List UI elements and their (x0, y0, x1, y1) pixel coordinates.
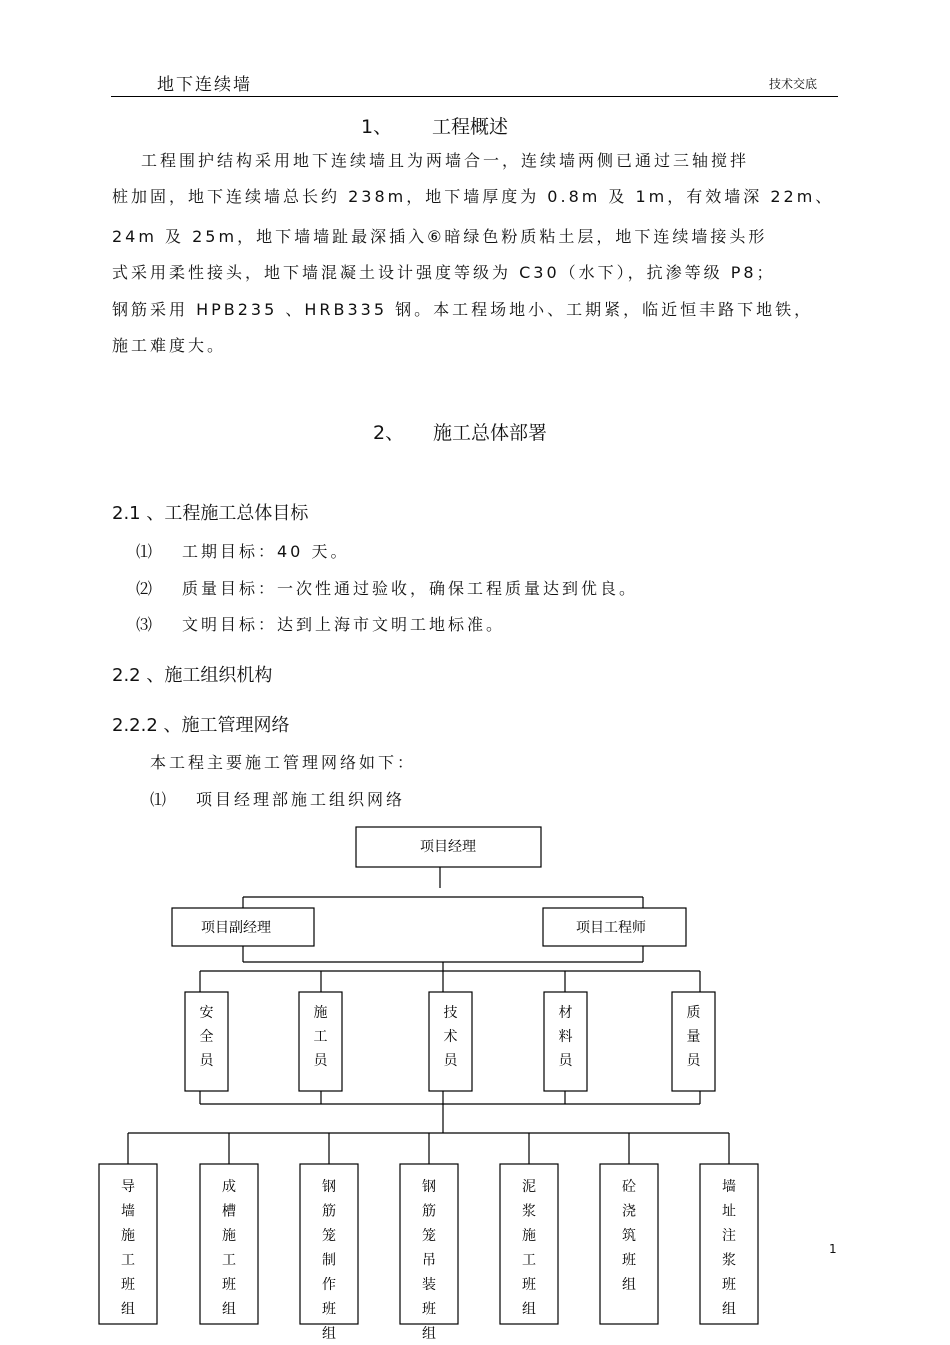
section1-line-3: 24m 及 25m，地下墙墙趾最深插入⑥暗绿色粉质粘土层，地下连续墙接头形 (112, 227, 768, 246)
org-team-6-label: 砼浇筑班组 (622, 1179, 636, 1293)
org-staff-group (185, 992, 715, 1091)
s21-title: 2.1 、工程施工总体目标 (112, 503, 309, 524)
s222-title: 2.2.2 、施工管理网络 (112, 715, 290, 736)
org-team-group (99, 1164, 758, 1342)
section1-title: 工程概述 (432, 116, 509, 138)
org-staff-2-label: 施工员 (313, 1005, 328, 1069)
org-deputy-1-label: 项目副经理 (201, 920, 271, 936)
s222-item-num: ⑴ (150, 790, 170, 809)
org-staff-1-label: 安全员 (199, 1005, 214, 1069)
org-team-5-label: 泥浆施工班组 (522, 1179, 536, 1318)
org-staff-3-label: 技术员 (443, 1005, 458, 1069)
s22-title: 2.2 、施工组织机构 (112, 665, 273, 686)
section1-line-1: 工程围护结构采用地下连续墙且为两墙合一，连续墙两侧已通过三轴搅拌 (141, 151, 750, 170)
s21-item-3-text: 文明目标：达到上海市文明工地标准。 (182, 615, 506, 634)
section2-number: 2、 (373, 422, 405, 444)
page-number: 1 (829, 1242, 837, 1256)
org-top-label: 项目经理 (420, 839, 476, 855)
s21-item-3-num: ⑶ (136, 615, 156, 634)
s21-item-2-text: 质量目标：一次性通过验收，确保工程质量达到优良。 (182, 579, 639, 598)
header-title: 地下连续墙 (157, 75, 252, 95)
section1-line-5: 钢筋采用 HPB235 、HRB335 钢。本工程场地小、工期紧，临近恒丰路下地铁， (112, 300, 814, 319)
section1-number: 1、 (361, 116, 393, 138)
org-team-3-label: 钢筋笼制作班组 (322, 1179, 336, 1342)
s21-item-2-num: ⑵ (136, 579, 156, 598)
org-team-4-label: 钢筋笼吊装班组 (422, 1179, 436, 1342)
header-doc-type: 技术交底 (769, 77, 818, 91)
s21-item-1-text: 工期目标：40 天。 (182, 542, 350, 561)
s21-item-1-num: ⑴ (136, 542, 156, 561)
org-team-2-label: 成槽施工班组 (222, 1179, 236, 1318)
s222-item-text: 项目经理部施工组织网络 (196, 790, 406, 809)
org-team-1-label: 导墙施工班组 (121, 1179, 135, 1318)
org-staff-4-label: 材料员 (558, 1005, 573, 1069)
section1-line-4: 式采用柔性接头，地下墙混凝土设计强度等级为 C30（水下），抗渗等级 P8； (112, 263, 776, 282)
section2-title: 施工总体部署 (433, 422, 548, 444)
section1-line-6: 施工难度大。 (112, 336, 227, 355)
org-staff-5-label: 质量员 (686, 1005, 701, 1069)
org-team-7-label: 墙址注浆班组 (722, 1179, 736, 1318)
section1-line-2: 桩加固，地下连续墙总长约 238m，地下墙厚度为 0.8m 及 1m，有效墙深 22m、 (112, 187, 835, 206)
s222-intro: 本工程主要施工管理网络如下： (150, 753, 417, 772)
org-deputy-2-label: 项目工程师 (576, 920, 646, 936)
